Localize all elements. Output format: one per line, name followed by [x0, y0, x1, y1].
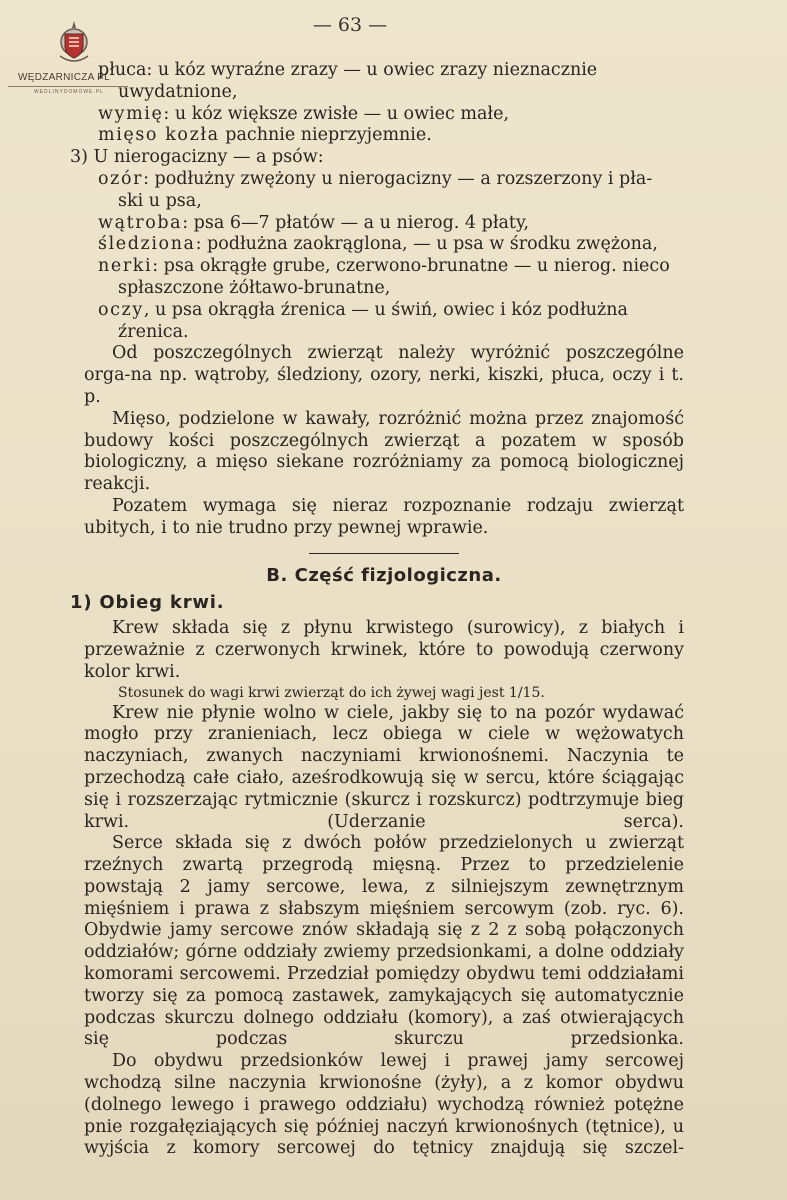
- line-watroba: [84, 213, 684, 235]
- page-number: — 63 —: [312, 14, 388, 36]
- text-mieso-kozla: pachnie nieprzyjemnie.: [219, 125, 432, 146]
- paragraph-przedsionki: Do obydwu przedsionków lewej i prawej jamy sercowej wchodzą silne naczynia krwionośne (żyły), a z komor obydwu (dolnego lewego i prawego oddziału) wychodzą również potężne pnie rozgałęziających się później naczyń krwionośnych (tętnice), u wyjścia z komory sercowej do tętnicy znajdują się szczel-: [84, 1051, 684, 1159]
- term-oczy: oczy: [98, 299, 144, 320]
- text-watroba: : psa 6—7 płatów — a u nierog. 4 płaty,: [182, 212, 530, 233]
- term-nerki: nerki: [98, 256, 153, 277]
- line-item-3: 3) U nierogacizny — a psów:: [70, 147, 324, 168]
- term-watroba: wątroba: [98, 212, 183, 233]
- text-nerki: : psa okrągłe grube, czerwono-brunatne — u nierog. nieco: [152, 256, 670, 277]
- term-wymie: wymię: [98, 103, 164, 124]
- line-ozor: [84, 169, 684, 191]
- text-ozor: : podłużny zwężony u nierogacizny — a rozszerzony i pła-: [143, 168, 653, 189]
- line-zrenica: źrenica.: [118, 321, 189, 342]
- line-mieso-kozla: [84, 125, 684, 147]
- paragraph-pozatem: Pozatem wymaga się nieraz rozpoznanie rodzaju zwierząt ubitych, i to nie trudno przy pewnej wprawie.: [84, 495, 684, 538]
- line-sledziona: [84, 234, 684, 256]
- text-wymie: : u kóz większe zwisłe — u owiec małe,: [163, 103, 510, 124]
- line-pluca: płuca: u kóz wyraźne zrazy — u owiec zrazy nieznacznie: [98, 60, 598, 80]
- line-ski-u-psa: ski u psa,: [118, 190, 202, 211]
- page-content: [70, 60, 684, 1160]
- paragraph-mieso: Mięso, podzielone w kawały, rozróżnić można przez znajomość budowy kości poszczególnych zwierząt a pozatem w sposób biologiczny, a mięso siekane rozróżniamy za pomocą biologicznej reakcji.: [84, 408, 684, 495]
- logo-brand-text: WĘDZARNICZA PL: [18, 72, 110, 83]
- paragraph-krew-nie-plynie: Krew nie płynie wolno w ciele, jakby się to na pozór wydawać mogło przy zranieniach, lecz obiega w ciele w wężowatych naczyniach, zwanych naczyniami krwionośnemi. Naczynia te przechodzą całe ciało, aześrodkowują się w sercu, które ściągając się i rozszerzając rytmicznie (skurcz i rozskurcz) podtrzymuje bieg krwi. (Uderzanie serca).: [84, 702, 684, 832]
- line-wymie: [84, 104, 684, 126]
- section-divider: [309, 553, 459, 554]
- text-oczy: , u psa okrągła źrenica — u świń, owiec i kóz podłużna: [143, 299, 628, 320]
- paragraph-serce: Serce składa się z dwóch połów przedzielonych u zwierząt rzeźnych zwartą przegrodą mięsną. Przez to przedzielenie powstają 2 jamy sercowe, lewa, z silniejszym zewnętrznym mięśniem i prawa z słabszym mięśniem sercowym (zob. ryc. 6). Obydwie jamy sercowe znów składają się z 2 z sobą połączonych oddziałów; górne oddziały zwiemy przedsionkami, a dolne oddziały komorami sercowemi. Przedział pomiędzy obydwu temi oddziałami tworzy się za pomocą zastawek, zamykających się automatycznie podczas skurczu dolnego oddziału (komory), a zaś otwierających się podczas skurczu przedsionka.: [84, 833, 684, 1050]
- line-nerki: [84, 256, 684, 278]
- term-ozor: ozór: [98, 168, 144, 189]
- subsection-title: 1) Obieg krwi.: [70, 592, 225, 614]
- line-splaszczone: spłaszczone żółtawo-brunatne,: [118, 277, 391, 298]
- paragraph-krew-sklada: Krew składa się z płynu krwistego (surowicy), z białych i przeważnie z czerwonych krwinek, które to powodują czerwony kolor krwi.: [84, 618, 684, 682]
- section-title: B. Część fizjologiczna.: [266, 564, 502, 586]
- note-blood-ratio: Stosunek do wagi krwi zwierząt do ich żywej wagi jest 1/15.: [118, 684, 545, 701]
- text-sledziona: : podłużna zaokrąglona, — u psa w środku zwężona,: [195, 234, 658, 255]
- paragraph-organs: Od poszczególnych zwierząt należy wyróżnić poszczególne orga-na np. wątroby, śledziony, ozory, nerki, kiszki, płuca, oczy i t. p.: [84, 343, 684, 407]
- line-uwydatnione: uwydatnione,: [118, 81, 238, 102]
- logo-url-text: WEDLINYDOMOWE.PL: [34, 89, 104, 95]
- term-sledziona: śledziona: [98, 234, 196, 255]
- line-oczy: [84, 300, 684, 322]
- term-mieso-kozla: mięso kozła: [98, 125, 220, 146]
